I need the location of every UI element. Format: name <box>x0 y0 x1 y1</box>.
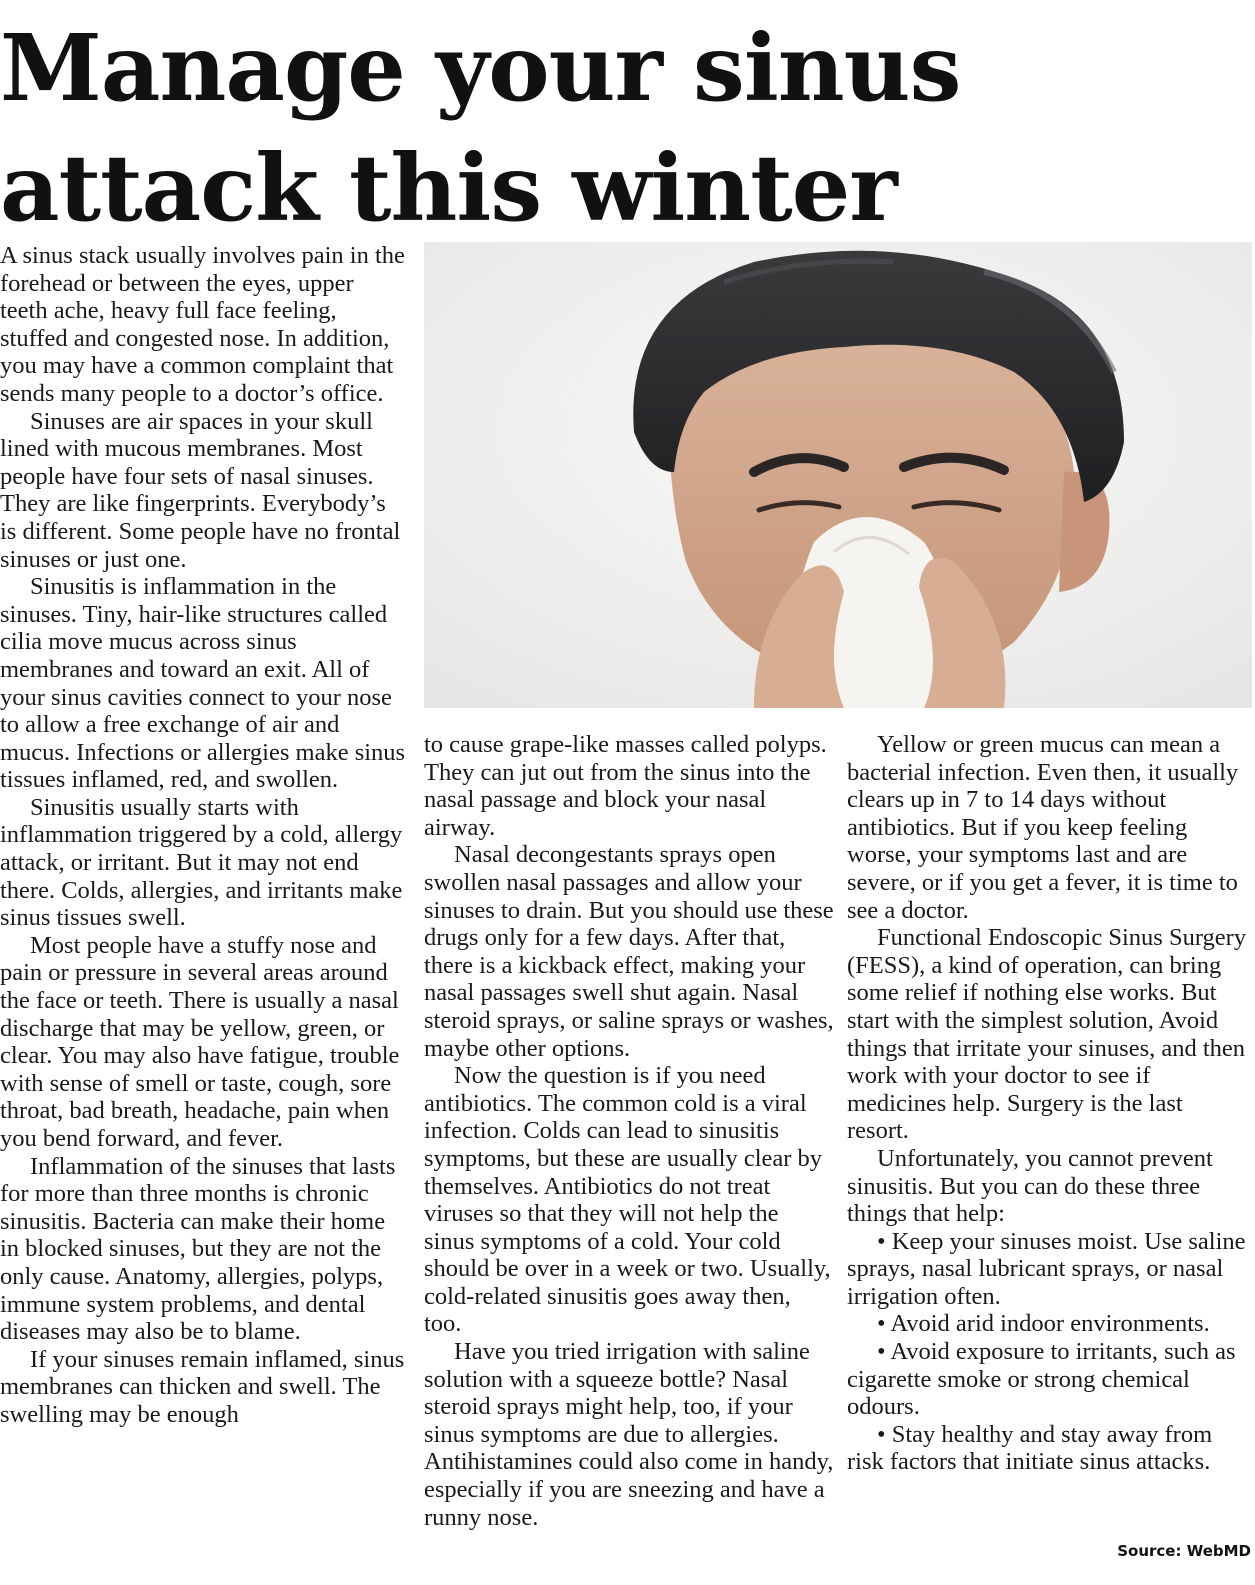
headline: Manage your sinus attack this winter <box>0 14 961 242</box>
photo-illustration <box>424 242 1252 708</box>
paragraph: Nasal decongestants sprays open swollen nasal passages and allow your sinuses to drain. But you should use these drugs only for a few days. After that, there is a kickback effect, making your nasal passages swell shut again. Nasal steroid sprays, or saline sprays or washes, maybe other options. <box>424 841 834 1062</box>
paragraph: Sinusitis usually starts with inflammation triggered by a cold, allergy attack, or irritant. But it may not end there. Colds, allergies, and irritants make sinus tissues swell. <box>0 793 403 932</box>
paragraph: Sinusitis is inflammation in the sinuses. Tiny, hair-like structures called cilia move mucus across sinus membranes and toward an exit. All of your sinus cavities connect to your nose to allow a free exchange of air and mucus. Infections or allergies make sinus tissues inflamed, red, and swollen. <box>0 573 406 794</box>
paragraph: Functional Endoscopic Sinus Surgery (FESS), a kind of operation, can bring some relief if nothing else works. But start with the simplest solution, Avoid things that irritate your sinuses, and then work with your doctor to see if medicines help. Surgery is the last resort. <box>847 924 1247 1145</box>
paragraph: Have you tried irrigation with saline solution with a squeeze bottle? Nasal steroid sprays might help, too, if your sinus symptoms are due to allergies. Antihistamines could also come in handy, especially if you are sneezing and have a runny nose. <box>424 1338 834 1531</box>
paragraph: Sinuses are air spaces in your skull lined with mucous membranes. Most people have four sets of nasal sinuses. They are like fingerprints. Everybody’s is different. Some people have no frontal sinuses or just one. <box>0 407 401 573</box>
article-column-2 <box>424 731 834 1531</box>
bullet-item: • Avoid exposure to irritants, such as cigarette smoke or strong chemical odours. <box>847 1338 1236 1421</box>
bullet-item: • Stay healthy and stay away from risk factors that initiate sinus attacks. <box>847 1420 1213 1476</box>
paragraph: to cause grape-like masses called polyps. They can jut out from the sinus into the nasal passage and block your nasal airway. <box>424 731 827 841</box>
paragraph: If your sinuses remain inflamed, sinus membranes can thicken and swell. The swelling may be enough <box>0 1345 405 1428</box>
paragraph: Inflammation of the sinuses that lasts for more than three months is chronic sinusitis. Bacteria can make their home in blocked sinuses, but they are not the only cause. Anatomy, allergies, polyps, immune system problems, and dental diseases may also be to blame. <box>0 1152 396 1346</box>
source-credit: Source: WebMD <box>1117 1542 1251 1560</box>
sneezing-man-photo <box>424 242 1252 708</box>
article-column-3 <box>847 731 1249 1476</box>
paragraph: A sinus stack usually involves pain in the forehead or between the eyes, upper teeth ache, heavy full face feeling, stuffed and congested nose. In addition, you may have a common complaint that sends many people to a doctor’s office. <box>0 242 405 407</box>
paragraph: Yellow or green mucus can mean a bacterial infection. Even then, it usually clears up in 7 to 14 days without antibiotics. But if you keep feeling worse, your symptoms last and are severe, or if you get a fever, it is time to see a doctor. <box>847 731 1239 924</box>
paragraph: Unfortunately, you cannot prevent sinusitis. But you can do these three things that help: <box>847 1144 1213 1228</box>
paragraph: Now the question is if you need antibiotics. The common cold is a viral infection. Colds can lead to sinusitis symptoms, but these are usually clear by themselves. Antibiotics do not treat viruses so that they will not help the sinus symptoms of a cold. Your cold should be over in a week or two. Usually, cold-related sinusitis goes away then, too. <box>424 1062 831 1338</box>
paragraph: Most people have a stuffy nose and pain or pressure in several areas around the face or teeth. There is usually a nasal discharge that may be yellow, green, or clear. You may also have fatigue, trouble with sense of smell or taste, cough, sore throat, bad breath, headache, pain when you bend forward, and fever. <box>0 931 400 1152</box>
article-column-1 <box>0 242 406 1429</box>
bullet-item: • Avoid arid indoor environments. <box>877 1310 1210 1338</box>
bullet-item: • Keep your sinuses moist. Use saline sprays, nasal lubricant sprays, or nasal irrigation often. <box>847 1227 1246 1310</box>
